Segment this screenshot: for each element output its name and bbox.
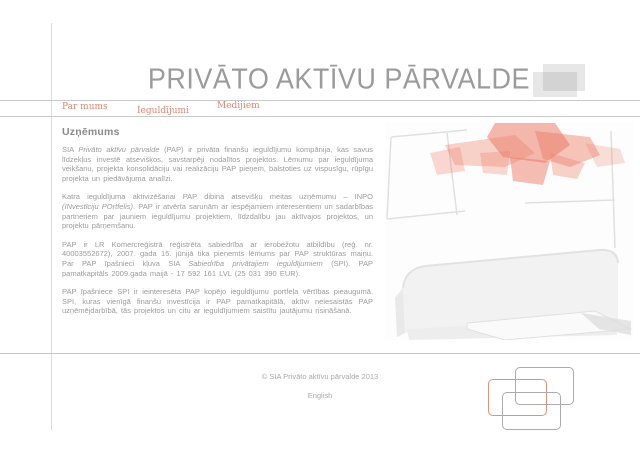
body-paragraph: SIA Privāto aktīvu pārvalde (PAP) ir privāta finanšu ieguldījumu kompānija, kas savus līdzekļus investē atsevišķos, savstarpēji nodalītos projektos. Lēmumu par ieguldījuma veikšanu, projekta konsolidāciju vai realizāciju PAP pieņem, balstoties uz vispusīgu, rūpīgu projekta un piedāvājuma analīzi. (62, 145, 374, 183)
nav-item-medijiem[interactable]: Medijiem (217, 101, 260, 111)
nav-bottom-rule (0, 116, 640, 117)
left-vertical-rule (51, 23, 52, 430)
office-interior-photo-art (385, 123, 633, 340)
logo-square-icon (533, 72, 577, 97)
copyright-text: © SIA Privāto aktīvu pārvalde 2013 (261, 372, 379, 381)
body-text (62, 145, 373, 325)
footer-logo-square-icon (502, 392, 561, 430)
nav-item-ieguldijumi[interactable]: Ieguldījumi (137, 106, 189, 116)
body-paragraph: PAP ir LR Komercreģistrā reģistrēta sabiedrība ar ierobežotu atbildību (reģ. nr. 40003552672), 2007. gada 15. jūnijā tika pieņemts lēmums par PAP struktūras maiņu. Par PAP īpašnieci kļuva SIA Sabiedrība privātajiem ieguldījumiem (SPI). PAP pamatkapitāls 2009.gada maijā - 17 592 161 LVL (25 031 390 EUR). (62, 239, 373, 278)
site-title: PRIVĀTO AKTĪVU PĀRVALDE (147, 63, 530, 95)
body-paragraph: PAP īpašniece SPI ir ieinteresēta PAP kopējo ieguldījumu portfeļa vērtības pieaugumā. SPI, kuras vienīgā finanšu investīcija ir PAP pamatkapitālā, aktīvi neiesaistās PAP uzņēmējdarbībā, tās projektos un citu ar ieguldījumiem saistītu jautājumu risināšanā. (62, 287, 373, 316)
content-bottom-rule (0, 353, 640, 354)
nav-top-rule (0, 100, 640, 101)
office-interior-photo (385, 123, 633, 340)
nav-item-par-mums[interactable]: Par mums (62, 102, 108, 112)
language-switch-english[interactable]: English (307, 391, 333, 400)
page-title: Uzņēmums (62, 126, 120, 138)
body-paragraph: Katra ieguldījuma aktivizēšanai PAP dibina atsevišķu meitas uzņēmumu – INPO (INvestīciju POrtfelis). PAP ir atvērta sarunām ar iespējamiem interesentiem un sadarbības partneriem par jauniem ieguldījumu projektiem, līdzdalību jau aktīvajos projektos, un projektu pārņemšanu. (62, 192, 373, 231)
